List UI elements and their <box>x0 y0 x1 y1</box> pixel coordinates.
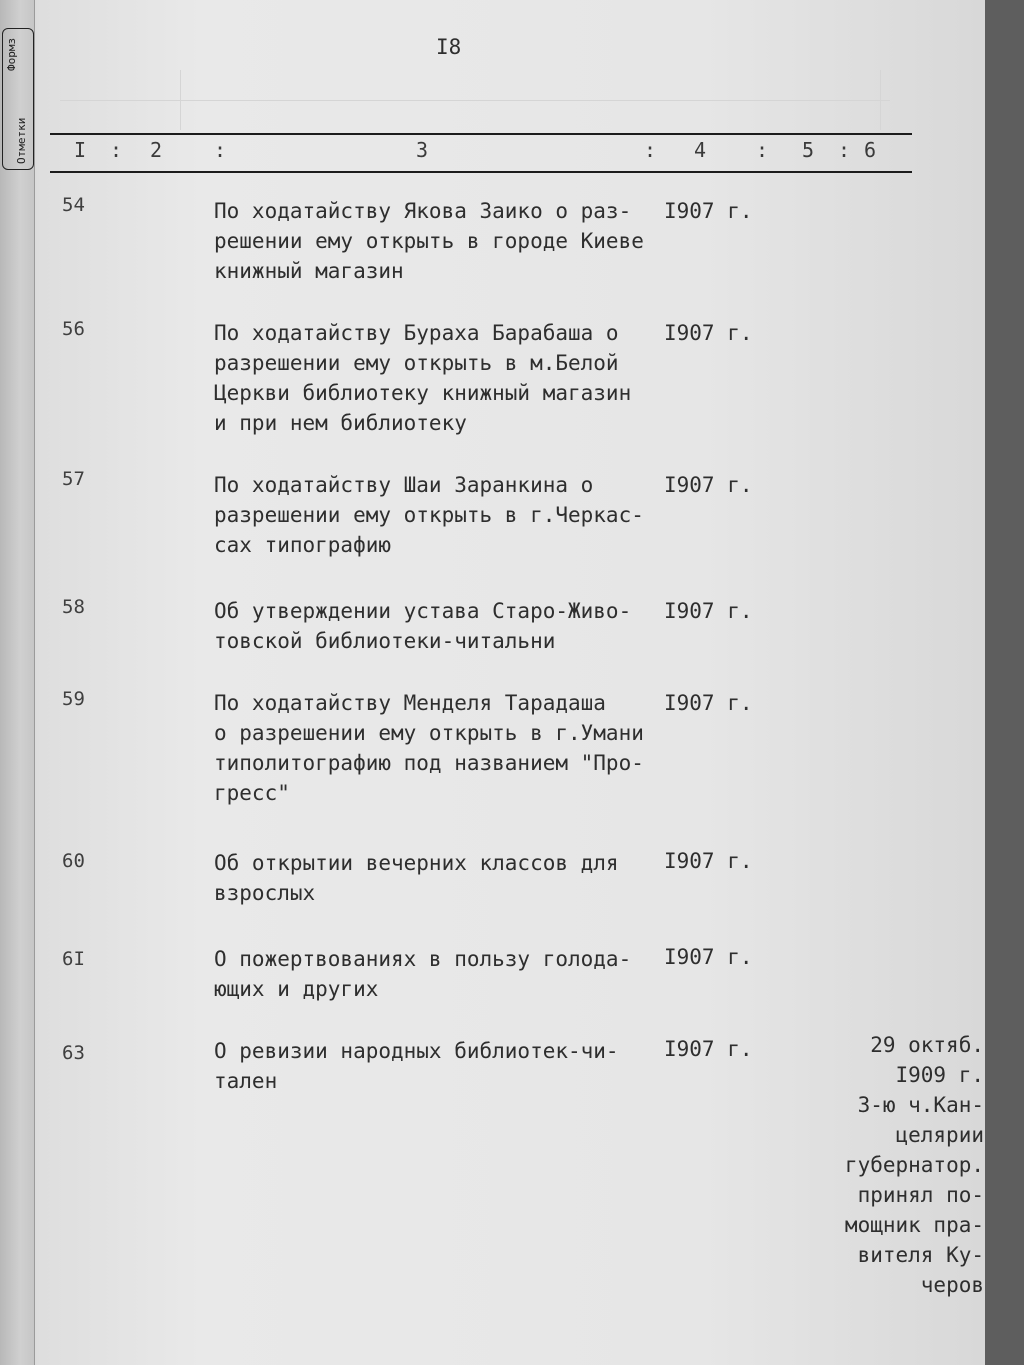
row-number: 56 <box>62 318 85 340</box>
row-title: Об утверждении устава Старо-Живо- товской библиотеки-читальни <box>214 599 632 653</box>
stamp-label-marks: Отметки <box>15 117 28 164</box>
column-separator: : <box>214 138 227 162</box>
row-number: 60 <box>62 850 85 872</box>
bleed-through-line <box>60 100 890 101</box>
row-year: I907 г. <box>664 1037 753 1061</box>
row-note: 29 октяб. I909 г. 3-ю ч.Кан- целярии губернатор. принял по- мощник пра- вителя Ку- черов <box>844 1033 984 1297</box>
row-title: О пожертвованиях в пользу голода- ющих и других <box>214 947 632 1001</box>
row-year: I907 г. <box>664 473 753 497</box>
column-header-4: 4 <box>694 138 707 162</box>
row-title: Об открытии вечерних классов для взрослых <box>214 851 619 905</box>
row-year: I907 г. <box>664 321 753 345</box>
row-number: 59 <box>62 688 85 710</box>
row-title: По ходатайству Шаи Заранкина о разрешении ему открыть в г.Черкас- сах типографию <box>214 473 644 557</box>
column-separator: : <box>110 138 123 162</box>
row-year: I907 г. <box>664 945 753 969</box>
row-year: I907 г. <box>664 599 753 623</box>
row-number: 58 <box>62 596 85 618</box>
row-number: 57 <box>62 468 85 490</box>
row-title: По ходатайству Якова Заико о раз- решении ему открыть в городе Киеве книжный магазин <box>214 199 644 283</box>
row-year: I907 г. <box>664 691 753 715</box>
column-header-3: 3 <box>416 138 429 162</box>
bleed-through-line <box>180 70 181 130</box>
column-separator: : <box>756 138 769 162</box>
row-number: 54 <box>62 194 85 216</box>
bleed-through-line <box>880 70 881 130</box>
row-year: I907 г. <box>664 199 753 223</box>
row-title: По ходатайству Бураха Барабаша о разрешении ему открыть в м.Белой Церкви библиотеку книжный магазин и при нем библиотеку <box>214 321 632 435</box>
page-number: I8 <box>436 35 462 59</box>
row-number: 63 <box>62 1042 85 1064</box>
binding-strip <box>0 0 35 1365</box>
row-number: 6I <box>62 948 85 970</box>
row-title: По ходатайству Менделя Тарадаша о разрешении ему открыть в г.Умани типолитографию под названием "Про- гресс" <box>214 691 644 805</box>
column-header-6: 6 <box>864 138 877 162</box>
table-header-bottom-rule <box>50 171 912 173</box>
column-header-2: 2 <box>150 138 163 162</box>
archive-stamp <box>2 28 34 170</box>
row-year: I907 г. <box>664 849 753 873</box>
column-header-5: 5 <box>802 138 815 162</box>
stamp-label-form: Формз <box>5 37 18 71</box>
table-header-top-rule <box>50 133 912 135</box>
row-title: О ревизии народных библиотек-чи- тален <box>214 1039 619 1093</box>
column-header-1: I <box>74 138 87 162</box>
column-separator: : <box>838 138 851 162</box>
column-separator: : <box>644 138 657 162</box>
